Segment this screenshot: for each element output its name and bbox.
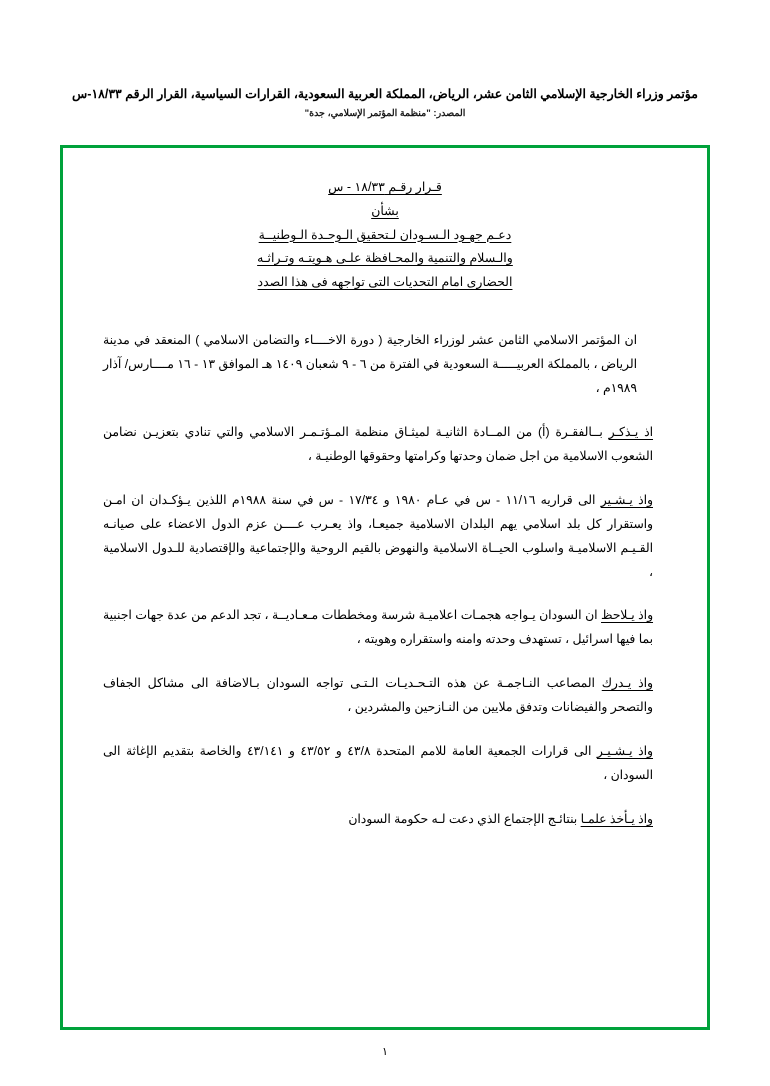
clause-text-6: بنتائـج الإجتماع الذي دعت لـه حكومة السودان bbox=[348, 812, 581, 827]
resolution-title-line-1: دعـم جهـود الـسـودان لـتحقيق الـوحـدة الـوطنيــة bbox=[258, 227, 512, 242]
clause-paragraph-1 bbox=[103, 421, 667, 469]
clause-lead-4: واذ يـدرك bbox=[601, 676, 653, 691]
clause-text-1: بــالفقـرة (أ) من المــادة الثانيـة لميثـاق منظمة المـؤتـمـر الاسلامي والتي تنادي بتعزيـن نضامن الشعوب الاسلامية من اجل ضمان وحدتها وكرامتها وحقوقها الوطنيـة ، bbox=[103, 424, 653, 463]
clause-text-3: ان السودان يـواجه هجمـات اعلاميـة شرسة ومخططات مـعـاديــة ، تجد الدعم من عدة جهات اجنبية بما فيها اسرائيل ، تستهدف وحدته وامنه واستقراره وهويته ، bbox=[103, 608, 653, 647]
clause-paragraph-4 bbox=[103, 672, 667, 720]
resolution-number: قـرار رقـم ١٨/٣٣ - س bbox=[328, 180, 442, 194]
document-header bbox=[62, 86, 708, 119]
preamble-paragraph: ان المؤتمر الاسلامي الثامن عشر لوزراء الخارجية ( دورة الاخــــاء والتضامن الاسلامي ) المنعقد في مدينة الرياض ، بالمملكة العربيـــــة السعودية في الفترة من ٦ - ٩ شعبان ١٤٠٩ هـ الموافق ١٣ - ١٦ مــــارس/ آذار ١٩٨٩م ، bbox=[103, 332, 637, 395]
clause-lead-6: واذ يـأخذ علمـا bbox=[580, 812, 653, 827]
resolution-subject-label: بشأن bbox=[371, 203, 399, 218]
document-body bbox=[63, 148, 707, 852]
clause-text-5: الى قرارات الجمعية العامة للامم المتحدة ٤٣/٨ و ٤٣/٥٢ و ٤٣/١٤١ والخاصة بتقديم الإغاثة الى السودان ، bbox=[103, 744, 653, 783]
clause-text-2: الى قراريه ١١/١٦ - س في عـام ١٩٨٠ و ١٧/٣٤ - س في سنة ١٩٨٨م اللذين يـؤكـدان ان امـن واستقرار كل بلد اسلامي يهم البلدان الاسلامية جميعـا، واذ يعـرب عــــن عزم الدول الاعضاء على صيانـه القـيـم الاسلاميـة واسلوب الحيــاة الاسلامية والنهوض بالقيم الروحية والإجتماعية والإقتصادية للـدول الاسلامية ، bbox=[103, 492, 653, 579]
document-header-title: مؤتمر وزراء الخارجية الإسلامي الثامن عشر، الرياض، المملكة العربية السعودية، القرارات السياسية، القرار الرقم ١٨/٣٣-س bbox=[72, 87, 698, 101]
resolution-title-line-3: الحضارى امام التحديات التى تواجهه فى هذا الصدد bbox=[257, 275, 513, 289]
clause-text-4: المصاعب النـاجمـة عن هذه التـحـديـات الـتـى تواجه السودان بـالاضافة الى مشاكل الجفاف والتصحر والفيضانات وتدفق ملايين من النـازحين والمشردين ، bbox=[103, 676, 653, 715]
clause-lead-1: اذ يـذكـر bbox=[608, 424, 654, 439]
clause-lead-5: واذ يـشـيـر bbox=[596, 744, 653, 759]
document-header-source: المصدر: "منظمة المؤتمر الإسلامي، جدة" bbox=[304, 107, 466, 119]
resolution-title-line-2: والـسلام والتنمية والمحـافظة علـى هـويتـه وتـراثـه bbox=[257, 251, 513, 266]
clause-paragraph-6 bbox=[103, 808, 667, 832]
clause-paragraph-5 bbox=[103, 740, 667, 788]
clause-paragraph-2 bbox=[103, 489, 667, 585]
clause-lead-2: واذ يـشـير bbox=[600, 492, 653, 507]
page-number: ١ bbox=[382, 1046, 388, 1058]
resolution-title-block bbox=[103, 176, 667, 295]
clause-paragraph-3 bbox=[103, 604, 667, 652]
green-border-frame bbox=[60, 145, 710, 1030]
clause-lead-3: واذ يـلاحظ bbox=[601, 608, 654, 623]
